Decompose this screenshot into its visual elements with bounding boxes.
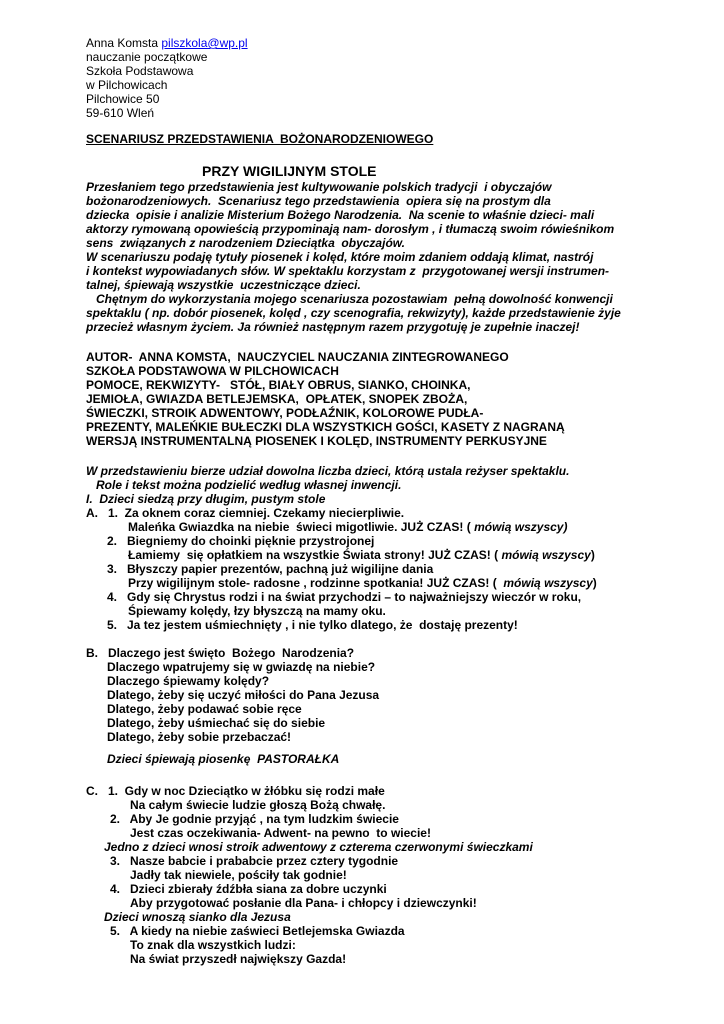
section-c-line: Na świat przyszedł największy Gazda! xyxy=(130,952,347,966)
intro-line: spektaklu ( np. dobór piosenek, kolęd , czy scenografia, rekwizyty), każde przedstawienie żyje xyxy=(86,306,621,320)
section-c-line: 5. A kiedy na niebie zaświeci Betlejemska Gwiazda xyxy=(110,924,405,938)
section-c-line: 2. Aby Je godnie przyjąć , na tym ludzkim świecie xyxy=(110,812,399,826)
intro-line: dziecka opisie i analizie Misterium Bożego Narodzenia. Na scenie to właśnie dzieci- mali xyxy=(86,208,595,222)
section-a-line xyxy=(128,576,597,590)
section-c-line: Jadły tak niewiele, pościły tak godnie! xyxy=(130,868,347,882)
line-text: Łamiemy się opłatkiem na wszystkie Świata strony! JUŻ CZAS! ( xyxy=(128,548,502,562)
section-b-line: Dlatego, żeby uśmiechać się do siebie xyxy=(107,716,326,730)
email-link[interactable]: pilszkola@wp.pl xyxy=(161,36,248,50)
author-block-line: ŚWIECZKI, STROIK ADWENTOWY, PODŁAŹNIK, KOLOROWE PUDŁA- xyxy=(86,406,484,420)
line-text: Dzieci śpiewają piosenkę xyxy=(107,752,258,766)
part-heading: I. Dzieci siedzą przy długim, pustym stole xyxy=(86,492,326,506)
line-text: Maleńka Gwiazdka na niebie świeci migotliwie. JUŻ CZAS! ( xyxy=(128,520,475,534)
author-block-line: PREZENTY, MALEŃKIE BUŁECZKI DLA WSZYSTKICH GOŚCI, KASETY Z NAGRANĄ xyxy=(86,420,565,434)
intro-line: sens związanych z narodzeniem Dzieciątka obyczajów. xyxy=(86,236,405,250)
section-c-line: Aby przygotować posłanie dla Pana- i chłopcy i dziewczynki! xyxy=(130,896,477,910)
section-c-line: 4. Dzieci zbierały źdźbła siana za dobre uczynki xyxy=(110,882,387,896)
header-line-6: 59-610 Wleń xyxy=(86,106,155,120)
header-line-4: w Pilchowicach xyxy=(86,78,168,92)
author-block-line: POMOCE, REKWIZYTY- STÓŁ, BIAŁY OBRUS, SIANKO, CHOINKA, xyxy=(86,378,471,392)
stage-direction: Jedno z dzieci wnosi stroik adwentowy z czterema czerwonymi świeczkami xyxy=(104,840,533,854)
author-block-line: WERSJĄ INSTRUMENTALNĄ PIOSENEK I KOLĘD, INSTRUMENTY PERKUSYJNE xyxy=(86,434,547,448)
section-b-line: Dlaczego wpatrujemy się w gwiazdę na niebie? xyxy=(107,660,376,674)
stage-direction: mówią wszyscy) xyxy=(474,520,568,534)
stage-direction: mówią wszyscy xyxy=(503,576,593,590)
section-a-line: 4. Gdy się Chrystus rodzi i na świat przychodzi – to najważniejszy wieczór w roku, xyxy=(107,590,582,604)
line-text: ) xyxy=(592,576,597,590)
song-title: PASTORAŁKA xyxy=(257,752,340,766)
intro-line: bożonarodzeniowych. Scenariusz tego przedstawienia opiera się na prostym dla xyxy=(86,194,551,208)
section-c-line: Jest czas oczekiwania- Adwent- na pewno to wiecie! xyxy=(130,826,431,840)
line-text: ) xyxy=(590,548,595,562)
intro-line: W scenariuszu podaję tytuły piosenek i kolęd, które moim zdaniem oddają klimat, nastrój xyxy=(86,250,594,264)
intro-line: Przesłaniem tego przedstawienia jest kultywowanie polskich tradycji i obyczajów xyxy=(86,180,552,194)
intro-line: talnej, śpiewają wszystkie uczestniczące dzieci. xyxy=(86,278,361,292)
song-direction xyxy=(107,752,339,766)
author-name: Anna Komsta xyxy=(86,36,162,50)
intro-line: przecież własnym życiem. Ja również następnym razem przygotuję je zupełnie inaczej! xyxy=(86,320,580,334)
section-c-line: 3. Nasze babcie i prababcie przez cztery tygodnie xyxy=(110,854,399,868)
intro-line: i kontekst wypowiadanych słów. W spektaklu korzystam z przygotowanej wersji instrumen- xyxy=(86,264,610,278)
scenario-heading: SCENARIUSZ PRZEDSTAWIENIA BOŻONARODZENIOWEGO xyxy=(86,132,434,146)
section-a-line: 2. Biegniemy do choinki pięknie przystrojonej xyxy=(107,534,375,548)
participants-line: Role i tekst można podzielić według własnej inwencji. xyxy=(86,478,402,492)
section-b-line: Dlaczego śpiewamy kolędy? xyxy=(107,674,270,688)
section-a-line: 5. Ja tez jestem uśmiechnięty , i nie tylko dlatego, że dostaję prezenty! xyxy=(107,618,518,632)
author-block-line: SZKOŁA PODSTAWOWA W PILCHOWICACH xyxy=(86,364,339,378)
section-a-line: 3. Błyszczy papier prezentów, pachną już wigilijne dania xyxy=(107,562,434,576)
section-a-line xyxy=(128,548,595,562)
author-block-line: AUTOR- ANNA KOMSTA, NAUCZYCIEL NAUCZANIA ZINTEGROWANEGO xyxy=(86,350,509,364)
play-title: PRZY WIGILIJNYM STOLE xyxy=(202,163,377,179)
header-line-2: nauczanie początkowe xyxy=(86,50,208,64)
author-line xyxy=(86,36,248,50)
section-b-line: B. Dlaczego jest święto Bożego Narodzenia? xyxy=(86,646,355,660)
section-c-line: C. 1. Gdy w noc Dzieciątko w żłóbku się rodzi małe xyxy=(86,784,385,798)
stage-direction: Dzieci wnoszą sianko dla Jezusa xyxy=(104,910,291,924)
section-b-line: Dlatego, żeby sobie przebaczać! xyxy=(107,730,292,744)
section-a-line: Śpiewamy kolędy, łzy błyszczą na mamy oku. xyxy=(128,604,386,618)
author-block-line: JEMIOŁA, GWIAZDA BETLEJEMSKA, OPŁATEK, SNOPEK ZBOŻA, xyxy=(86,392,468,406)
line-text: Przy wigilijnym stole- radosne , rodzinne spotkania! JUŻ CZAS! ( xyxy=(128,576,504,590)
intro-line: aktorzy rymowaną opowieścią przypominają nam- dorosłym , i tłumaczą swoim rówieśnikom xyxy=(86,222,615,236)
section-c-line: To znak dla wszystkich ludzi: xyxy=(130,938,296,952)
header-line-5: Pilchowice 50 xyxy=(86,92,160,106)
section-a-line: A. 1. Za oknem coraz ciemniej. Czekamy niecierpliwie. xyxy=(86,506,405,520)
stage-direction: mówią wszyscy xyxy=(501,548,591,562)
section-b-line: Dlatego, żeby się uczyć miłości do Pana Jezusa xyxy=(107,688,380,702)
section-b-line: Dlatego, żeby podawać sobie ręce xyxy=(107,702,302,716)
section-c-line: Na całym świecie ludzie głoszą Bożą chwałę. xyxy=(130,798,386,812)
intro-line: Chętnym do wykorzystania mojego scenariusza pozostawiam pełną dowolność konwencji xyxy=(86,292,613,306)
participants-line: W przedstawieniu bierze udział dowolna liczba dzieci, którą ustala reżyser spektaklu. xyxy=(86,464,570,478)
section-a-line xyxy=(128,520,567,534)
header-line-3: Szkoła Podstawowa xyxy=(86,64,194,78)
